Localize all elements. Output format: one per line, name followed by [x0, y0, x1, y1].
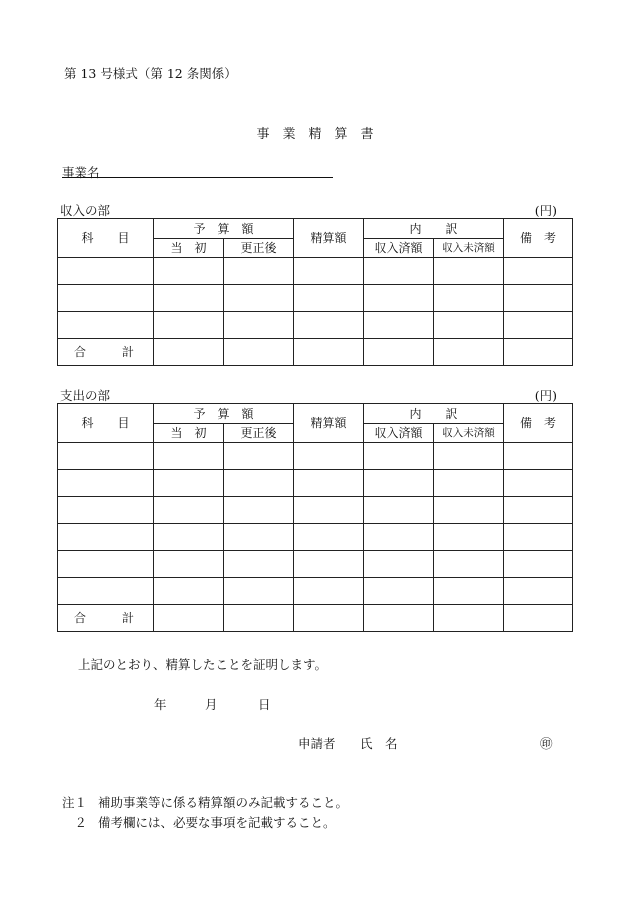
table-cell[interactable]: [364, 285, 434, 312]
table-cell[interactable]: [504, 258, 573, 285]
header-budget: 予 算 額: [154, 404, 294, 424]
header-remarks: 備 考: [504, 404, 573, 443]
header-settlement: 精算額: [294, 404, 364, 443]
table-cell[interactable]: [294, 312, 364, 339]
applicant-name-label: 氏 名: [360, 736, 398, 751]
date-month-label: 月: [205, 697, 218, 712]
table-cell[interactable]: [504, 312, 573, 339]
table-cell[interactable]: [58, 524, 154, 551]
header-settlement: 精算額: [294, 219, 364, 258]
table-cell[interactable]: [154, 443, 224, 470]
table-cell[interactable]: [434, 524, 504, 551]
table-row: [58, 312, 573, 339]
header-budget-initial: 当 初: [154, 239, 224, 258]
table-cell[interactable]: [434, 551, 504, 578]
header-budget: 予 算 額: [154, 219, 294, 239]
table-cell[interactable]: [294, 339, 364, 366]
header-breakdown: 内 訳: [364, 219, 504, 239]
table-cell[interactable]: [224, 551, 294, 578]
table-cell[interactable]: [154, 551, 224, 578]
expense-unit-label: (円): [534, 388, 557, 403]
expense-total-label: 合 計: [58, 605, 154, 632]
table-cell[interactable]: [58, 497, 154, 524]
document-title: 事 業 精 算 書: [256, 127, 374, 142]
project-name-field[interactable]: [62, 177, 333, 178]
table-cell[interactable]: [434, 312, 504, 339]
note-text: 補助事業等に係る精算額のみ記載すること。: [98, 795, 349, 810]
table-cell[interactable]: [434, 285, 504, 312]
table-cell[interactable]: [504, 285, 573, 312]
table-cell[interactable]: [294, 443, 364, 470]
table-cell[interactable]: [294, 551, 364, 578]
table-row: [58, 258, 573, 285]
table-cell[interactable]: [154, 470, 224, 497]
table-cell[interactable]: [434, 497, 504, 524]
table-cell[interactable]: [154, 339, 224, 366]
table-cell[interactable]: [58, 258, 154, 285]
note-number: ２: [62, 815, 88, 830]
income-section-label: 収入の部: [60, 203, 111, 218]
table-cell[interactable]: [154, 258, 224, 285]
note-item: [62, 813, 336, 831]
table-cell[interactable]: [294, 497, 364, 524]
table-cell[interactable]: [224, 258, 294, 285]
table-cell[interactable]: [364, 339, 434, 366]
table-cell[interactable]: [434, 443, 504, 470]
table-cell[interactable]: [434, 258, 504, 285]
table-row: [58, 285, 573, 312]
table-cell[interactable]: [154, 312, 224, 339]
header-unreceived: 収入未済額: [434, 239, 504, 258]
income-total-label: 合 計: [58, 339, 154, 366]
table-cell[interactable]: [504, 497, 573, 524]
date-day-label: 日: [258, 697, 271, 712]
table-cell[interactable]: [504, 551, 573, 578]
table-cell[interactable]: [58, 312, 154, 339]
table-cell[interactable]: [224, 578, 294, 605]
table-cell[interactable]: [504, 339, 573, 366]
header-budget-initial: 当 初: [154, 424, 224, 443]
table-cell[interactable]: [154, 285, 224, 312]
table-cell[interactable]: [224, 285, 294, 312]
table-cell[interactable]: [224, 443, 294, 470]
header-received: 収入済額: [364, 424, 434, 443]
note-text: 備考欄には、必要な事項を記載すること。: [98, 815, 336, 830]
table-row: [58, 443, 573, 470]
table-cell[interactable]: [294, 605, 364, 632]
table-cell[interactable]: [504, 605, 573, 632]
table-cell[interactable]: [364, 312, 434, 339]
header-remarks: 備 考: [504, 219, 573, 258]
total-row: [58, 605, 573, 632]
table-row: [58, 524, 573, 551]
header-unreceived: 収入未済額: [434, 424, 504, 443]
table-cell[interactable]: [154, 524, 224, 551]
table-cell[interactable]: [364, 578, 434, 605]
table-cell[interactable]: [294, 578, 364, 605]
header-budget-revised: 更正後: [224, 424, 294, 443]
table-cell[interactable]: [434, 339, 504, 366]
note-item: [62, 793, 348, 811]
table-cell[interactable]: [504, 578, 573, 605]
table-cell[interactable]: [364, 497, 434, 524]
header-breakdown: 内 訳: [364, 404, 504, 424]
table-cell[interactable]: [434, 578, 504, 605]
header-subject: 科 目: [58, 404, 154, 443]
table-cell[interactable]: [224, 524, 294, 551]
table-cell[interactable]: [154, 605, 224, 632]
table-cell[interactable]: [294, 285, 364, 312]
table-row: [58, 551, 573, 578]
date-year-label: 年: [154, 697, 167, 712]
income-unit-label: (円): [534, 203, 557, 218]
seal-mark: ㊞: [540, 736, 553, 751]
expense-section-label: 支出の部: [60, 388, 111, 403]
table-cell[interactable]: [364, 258, 434, 285]
table-cell[interactable]: [434, 605, 504, 632]
expense-table: [57, 403, 573, 632]
header-received: 収入済額: [364, 239, 434, 258]
table-cell[interactable]: [58, 443, 154, 470]
table-cell[interactable]: [364, 443, 434, 470]
table-row: [58, 578, 573, 605]
table-cell[interactable]: [224, 470, 294, 497]
table-row: [58, 470, 573, 497]
table-cell[interactable]: [224, 605, 294, 632]
note-number: 注１: [62, 795, 88, 810]
table-cell[interactable]: [58, 470, 154, 497]
income-table: [57, 218, 573, 366]
table-cell[interactable]: [294, 258, 364, 285]
table-cell[interactable]: [58, 285, 154, 312]
table-cell[interactable]: [154, 497, 224, 524]
applicant-label: 申請者: [298, 736, 336, 751]
table-cell[interactable]: [364, 551, 434, 578]
table-cell[interactable]: [224, 312, 294, 339]
table-cell[interactable]: [504, 443, 573, 470]
table-cell[interactable]: [434, 470, 504, 497]
header-subject: 科 目: [58, 219, 154, 258]
table-cell[interactable]: [224, 497, 294, 524]
header-budget-revised: 更正後: [224, 239, 294, 258]
table-cell[interactable]: [58, 578, 154, 605]
table-row: [58, 497, 573, 524]
table-cell[interactable]: [364, 605, 434, 632]
table-cell[interactable]: [364, 470, 434, 497]
table-cell[interactable]: [294, 470, 364, 497]
total-row: [58, 339, 573, 366]
table-cell[interactable]: [154, 578, 224, 605]
project-name-label: 事業名: [62, 165, 100, 180]
table-cell[interactable]: [504, 470, 573, 497]
form-number: 第 13 号様式（第 12 条関係）: [64, 66, 237, 81]
certification-text: 上記のとおり、精算したことを証明します。: [78, 657, 328, 672]
table-cell[interactable]: [504, 524, 573, 551]
table-cell[interactable]: [224, 339, 294, 366]
table-cell[interactable]: [364, 524, 434, 551]
table-cell[interactable]: [294, 524, 364, 551]
table-cell[interactable]: [58, 551, 154, 578]
